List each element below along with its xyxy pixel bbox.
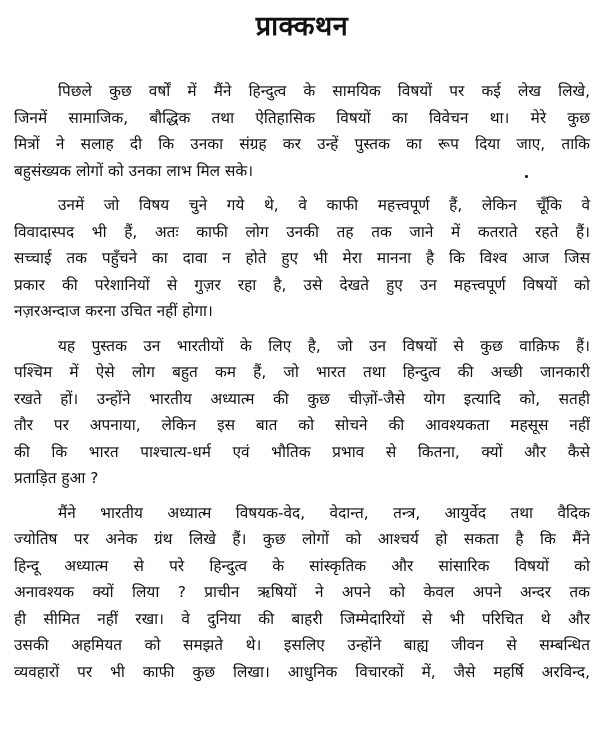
paragraph-line: उनमें जो विषय चुने गये थे, वे काफी महत्त्वपूर्ण हैं, लेकिन चूँकि वे — [58, 196, 590, 214]
paragraph-line: सच्चाई तक पहुँचने का दावा न होते हुए भी मेरा मानना है कि विश्व आज जिस — [14, 249, 590, 267]
stray-dot-mark — [525, 175, 528, 178]
paragraph-line: पश्चिम में ऐसे लोग बहुत कम हैं, जो भारत तथा हिन्दुत्व की अच्छी जानकारी — [14, 363, 590, 381]
paragraph-1 — [14, 78, 590, 184]
paragraph-2 — [14, 192, 590, 325]
paragraph-line: पिछले कुछ वर्षों में मैंने हिन्दुत्व के सामयिक विषयों पर कई लेख लिखे, — [58, 82, 590, 100]
paragraph-line: हिन्दू अध्यात्म से परे हिन्दुत्व के सांस्कृतिक और सांसारिक विषयों को — [14, 556, 590, 575]
paragraph-line: प्रताड़ित हुआ ? — [14, 469, 99, 487]
paragraph-line: व्यवहारों पर भी काफी कुछ लिखा। आधुनिक विचारकों में, जैसे महर्षि अरविन्द, — [14, 662, 590, 681]
paragraph-line: की कि भारत पाश्चात्य-धर्म एवं भौतिक प्रभाव से कितना, क्यों और कैसे — [14, 442, 590, 461]
paragraph-line: उसकी अहमियत को समझते थे। इसलिए उन्होंने बाह्य जीवन से सम्बन्धित — [14, 636, 590, 654]
paragraph-line: अनावश्यक क्यों लिया ? प्राचीन ऋषियों ने अपने को केवल अपने अन्दर तक — [14, 583, 590, 601]
page-title: प्राक्कथन — [255, 11, 349, 42]
paragraph-line: ही सीमित नहीं रखा। वे दुनिया की बाहरी जिम्मेदारियों से भी परिचित थे और — [14, 609, 590, 628]
paragraph-line: रखते हों। उन्होंने भारतीय अध्यात्म की कुछ चीज़ों-जैसे योग इत्यादि को, सतही — [14, 389, 590, 408]
paragraph-line: तौर पर अपनाया, लेकिन इस बात को सोचने की आवश्यकता महसूस नहीं — [14, 416, 590, 434]
paragraph-4 — [14, 500, 590, 686]
paragraph-line: जिनमें सामाजिक, बौद्धिक तथा ऐतिहासिक विषयों का विवेचन था। मेरे कुछ — [14, 108, 590, 127]
paragraph-line: बहुसंख्यक लोगों को उनका लाभ मिल सके। — [14, 161, 254, 180]
paragraph-line: विवादास्पद भी हैं, अतः काफी लोग उनकी तह तक जाने में कतराते रहते हैं। — [14, 222, 590, 241]
paragraph-line: प्रकार की परेशानियों से गुज़र रहा है, उसे देखते हुए उन महत्त्वपूर्ण विषयों को — [14, 275, 590, 294]
paragraph-line: मित्रों ने सलाह दी कि उनका संग्रह कर उन्हें पुस्तक का रूप दिया जाए, ताकि — [14, 135, 590, 153]
paragraph-3 — [14, 333, 590, 492]
paragraph-line: यह पुस्तक उन भारतीयों के लिए है, जो उन विषयों से कुछ वाक़िफ हैं। — [58, 336, 590, 355]
paragraph-line: मैंने भारतीय अध्यात्म विषयक-वेद, वेदान्त, तन्त्र, आयुर्वेद तथा वैदिक — [58, 503, 590, 522]
paragraph-line: ज्योतिष पर अनेक ग्रंथ लिखे हैं। कुछ लोगों को आश्चर्य हो सकता है कि मैंने — [14, 530, 590, 548]
paragraph-line: नज़रअन्दाज करना उचित नहीं होगा। — [14, 302, 213, 320]
